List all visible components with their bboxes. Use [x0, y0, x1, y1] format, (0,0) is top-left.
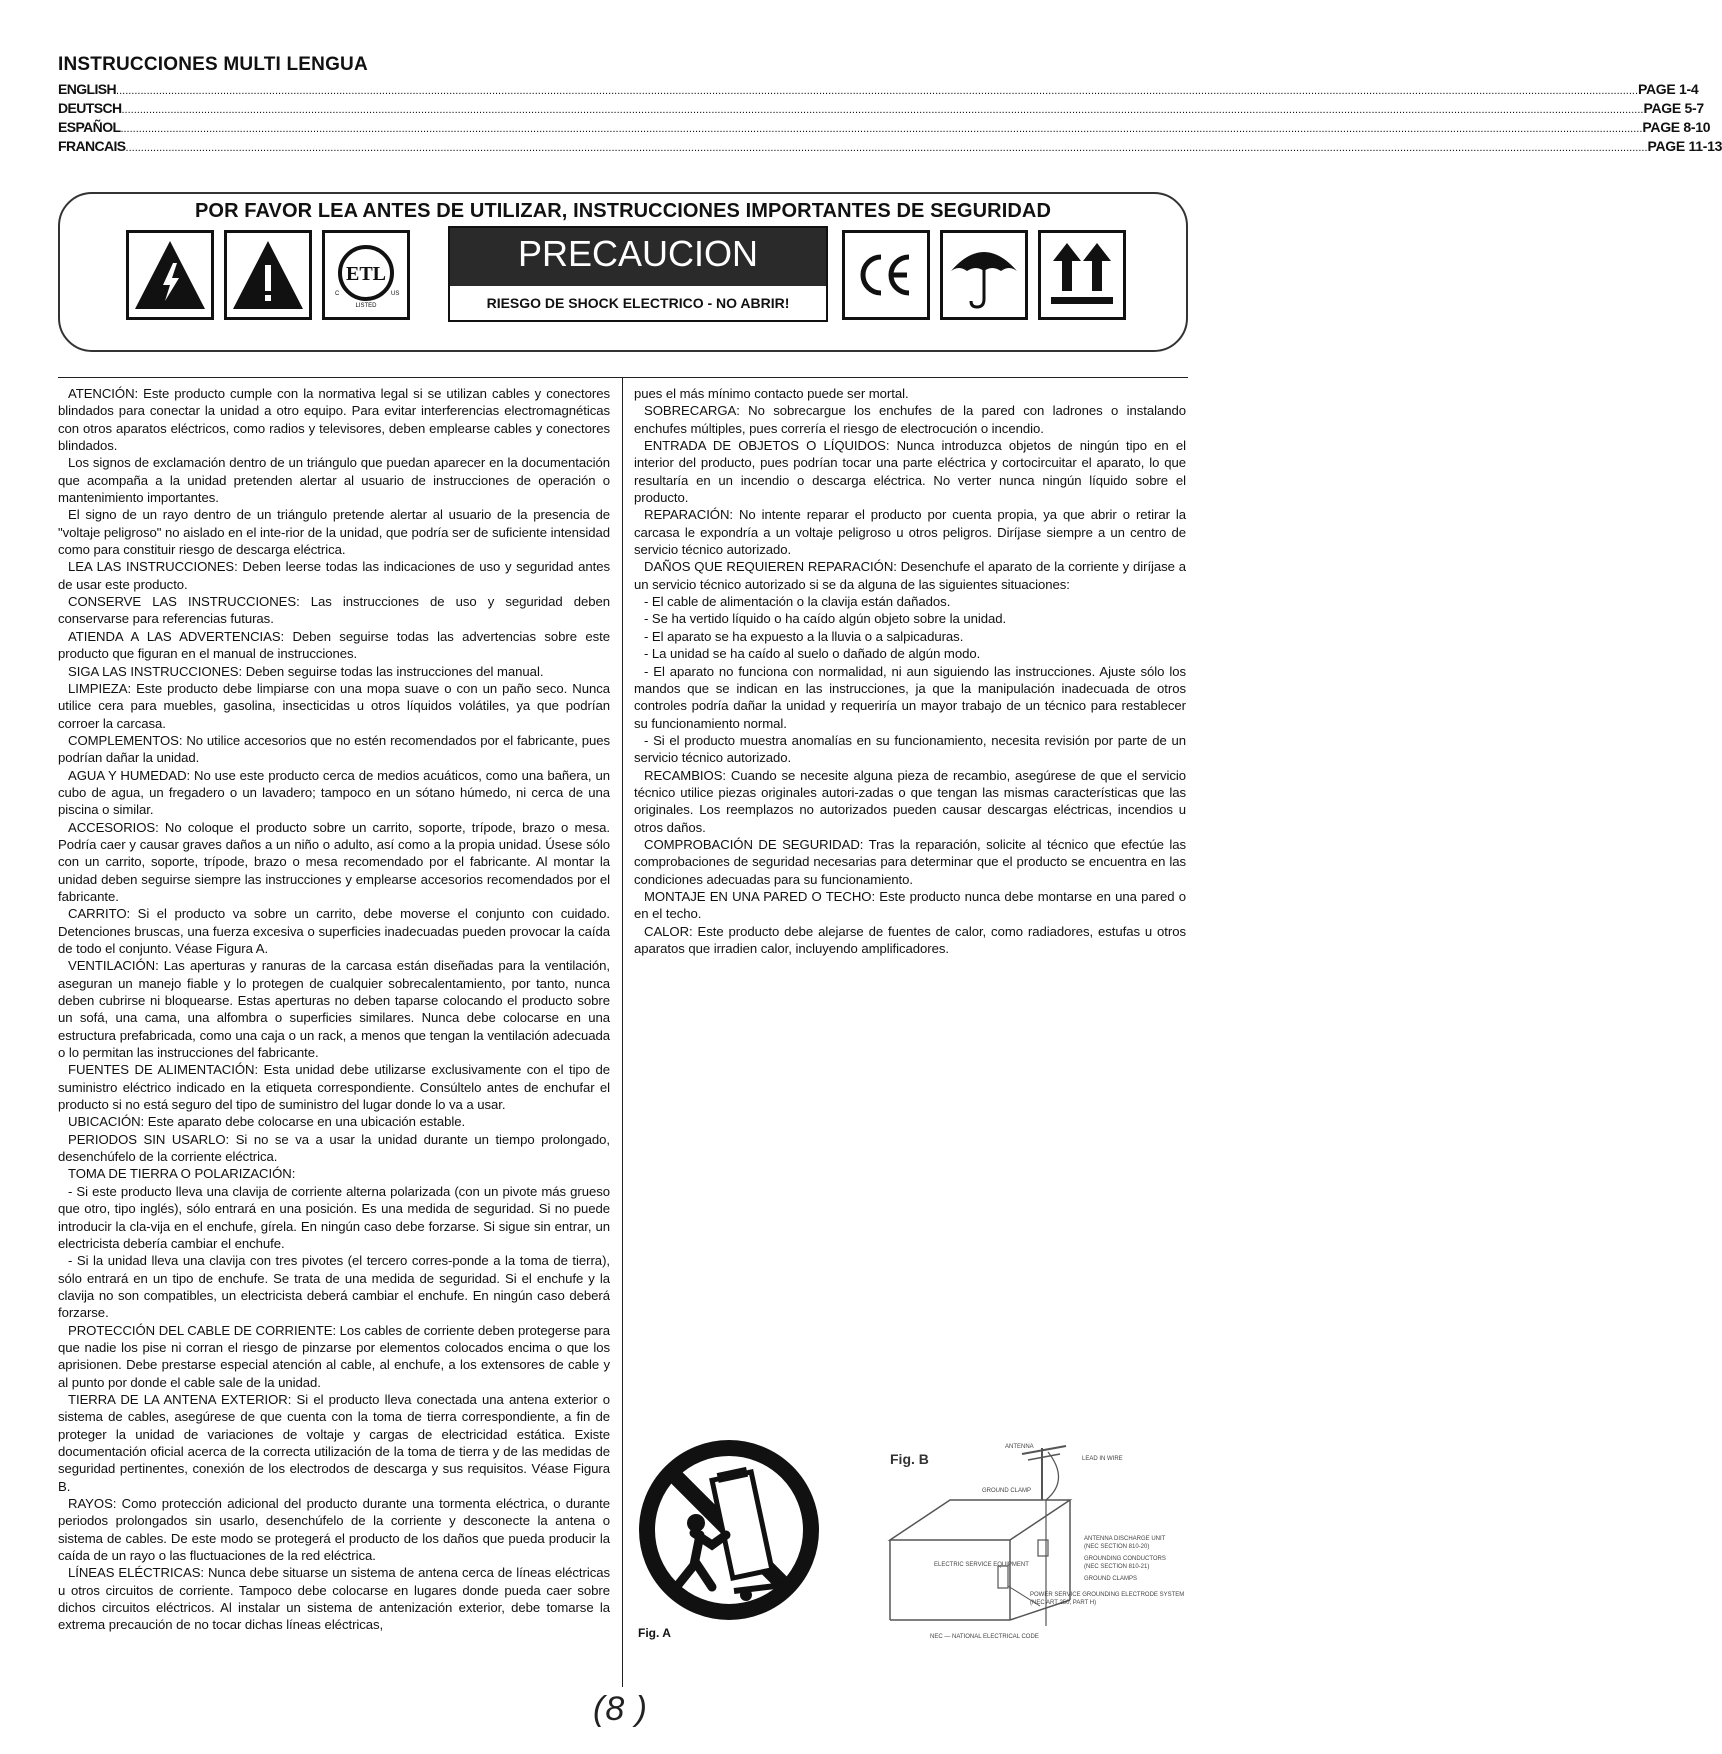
etl-us: US	[391, 291, 400, 297]
paragraph: El signo de un rayo dentro de un triángulo pretende alertar al usuario de la presencia de "voltaje peligroso" no aislado en el inte-rior de la unidad, que podría ser de suficiente intensidad como para constituir riesgo de descarga eléctrica.	[58, 507, 610, 558]
ce-mark-icon	[842, 230, 930, 320]
left-column	[58, 385, 610, 1634]
caution-box	[448, 226, 828, 322]
index-row-deutsch	[58, 99, 1704, 118]
paragraph: MONTAJE EN UNA PARED O TECHO: Este producto nunca debe montarse en una pared o en el techo.	[634, 888, 1186, 922]
safety-heading: POR FAVOR LEA ANTES DE UTILIZAR, INSTRUCCIONES IMPORTANTES DE SEGURIDAD	[194, 200, 1052, 222]
figure-a-label: Fig. A	[638, 1626, 671, 1640]
paragraph: TOMA DE TIERRA O POLARIZACIÓN:	[68, 1166, 296, 1182]
paragraph: PROTECCIÓN DEL CABLE DE CORRIENTE: Los cables de corriente deben protegerse para que nadie los pise ni corran el riesgo de pinzarse por elementos colocados encima o que los aprisionen. Debe prestarse especial atención al cable, al enchufe, a los extensores de cable y al punto por donde el cable sale de la unidad.	[58, 1322, 610, 1390]
dot-leader: ..................................................................................................................................................................................................................................................................................................................................................................................................................................................................................................................	[116, 85, 1638, 97]
label-ground-clamp: GROUND CLAMP	[982, 1488, 1032, 1494]
index-page: PAGE 11-13	[1647, 138, 1722, 154]
paragraph: - El aparato no funciona con normalidad, ni aun siguiendo las instrucciones. Ajuste sólo los mandos que se indican en las instrucciones, ja que la manipulación inadecuada de otros controles podría dañar la unidad y requeriría un mayor trabajo de un técnico para restablecer su funcionamiento normal.	[634, 663, 1186, 731]
column-divider	[622, 377, 623, 1687]
paragraph: COMPROBACIÓN DE SEGURIDAD: Tras la reparación, solicite al técnico que efectúe las comprobaciones de seguridad necesarias para determinar que el producto se encuentra en las condiciones adecuadas para su funcionamiento.	[634, 836, 1186, 887]
dot-leader: ..................................................................................................................................................................................................................................................................................................................................................................................................................................................................................................................	[120, 123, 1643, 135]
paragraph: ATENCIÓN: Este producto cumple con la normativa legal si se utilizan cables y conectores blindados para conectar la unidad a otro equipo. Para evitar interferencias electromagnéticas con otros aparatos eléctricos, como radios y televisores, deben emplearse cables y conectores blindados.	[58, 386, 610, 454]
paragraph: RECAMBIOS: Cuando se necesite alguna pieza de recambio, asegúrese de que el servicio técnico utilice piezas originales autori-zadas o que tengan las mismas características que las originales. Los reemplazos no autorizados pueden causar descargas eléctricas, incendios u otros daños.	[634, 767, 1186, 835]
paragraph: COMPLEMENTOS: No utilice accesorios que no estén recomendados por el fabricante, pues podrían dañar la unidad.	[58, 732, 610, 766]
label-ground-clamps: GROUND CLAMPS	[1084, 1576, 1138, 1582]
paragraph: - Si este producto lleva una clavija de corriente alterna polarizada (con un pivote más grueso que otro, tipo inglés), sólo entrará en una posición. Es una medida de seguridad. Si no puede introducir la cla-vija en el enchufe, gírela. En ningún caso debe forzarse. Si sigue sin entrar, un electricista debería cambiar el enchufe.	[58, 1183, 610, 1251]
paragraph: CARRITO: Si el producto va sobre un carrito, debe moverse el conjunto con cuidado. Detenciones bruscas, una fuerza excesiva o superficies inadecuadas pueden provocar la caída de todo el conjunto. Véase Figura A.	[58, 906, 610, 956]
lightning-triangle-icon	[126, 230, 214, 320]
paragraph: PERIODOS SIN USARLO: Si no se va a usar la unidad durante un tiempo prolongado, desenchúfelo de la corriente eléctrica.	[58, 1131, 610, 1165]
page-number: (8 )	[593, 1690, 648, 1728]
paragraph: DAÑOS QUE REQUIEREN REPARACIÓN: Desenchufe el aparato de la corriente y diríjase a un servicio técnico autorizado si se da alguna de las siguientes situaciones:	[634, 559, 1186, 592]
label-nec-810-20: (NEC SECTION 810-20)	[1084, 1544, 1150, 1550]
label-grounding-conductors: GROUNDING CONDUCTORS	[1084, 1556, 1166, 1562]
paragraph: CONSERVE LAS INSTRUCCIONES: Las instrucciones de uso y seguridad deben conservarse para referencias futuras.	[58, 594, 610, 627]
paragraph: - El aparato se ha expuesto a la lluvia o a salpicaduras.	[644, 628, 964, 644]
paragraph: LIMPIEZA: Este producto debe limpiarse con una mopa suave o con un paño seco. Nunca utilice cera para muebles, gasolina, insecticidas u otros líquidos volátiles, ya que podrían corroer la carcasa.	[58, 680, 610, 731]
paragraph: AGUA Y HUMEDAD: No use este producto cerca de medios acuáticos, como una bañera, un cubo de agua, un fregadero o un lavadero; tampoco en un sótano húmedo, ni cerca de una piscina o similar.	[58, 767, 610, 818]
dot-leader: ..................................................................................................................................................................................................................................................................................................................................................................................................................................................................................................................	[125, 142, 1648, 154]
paragraph: CALOR: Este producto debe alejarse de fuentes de calor, como radiadores, estufas u otros aparatos que irradien calor, incluyendo amplificadores.	[634, 923, 1186, 956]
label-nec-250: (NEC ART 250, PART H)	[1030, 1600, 1097, 1606]
paragraph: VENTILACIÓN: Las aperturas y ranuras de la carcasa están diseñadas para la ventilación, aseguran un manejo fiable y lo protegen de cualquier sobrecalentamiento, por tanto, nunca deben cubrirse ni bloquearse. Estas aperturas no deben taparse colocando el producto sobre un sofá, una cama, una alfombra o superficies similares. Nunca debe colocarse en una estructura prefabricada, como una caja o un rack, a menos que tengan la ventilación adecuada o lo permitan las instrucciones del fabricante.	[58, 958, 610, 1061]
paragraph: ATIENDA A LAS ADVERTENCIAS: Deben seguirse todas las advertencias sobre este producto que figuran en el manual de instrucciones.	[58, 628, 610, 662]
paragraph: - Si la unidad lleva una clavija con tres pivotes (el tercero corres-ponde a la toma de tierra), sólo entrará en un tipo de enchufe. Se trata de una medida de seguridad. Si el enchufe y la clavija no son compatibles, un electricista deberá cambiar el enchufe. En ningún caso deberá forzarse.	[58, 1253, 610, 1321]
index-row-english	[58, 80, 1699, 99]
paragraph: Los signos de exclamación dentro de un triángulo que puedan aparecer en la documentación que acompaña a la unidad pretenden alertar al usuario de instrucciones de operación o mantenimiento importantes.	[58, 455, 610, 506]
paragraph: ACCESORIOS: No coloque el producto sobre un carrito, soporte, trípode, brazo o mesa. Podría caer y causar graves daños a un niño o adulto, así como a la propia unidad. Úsese sólo con un carrito, soporte, trípode, brazo o mesa recomendado por el fabricante. Al montar la unidad deben seguirse siempre las instrucciones y emplearse accesorios recomendados por el fabricante.	[58, 819, 610, 904]
etl-listed: LISTED	[355, 303, 377, 309]
paragraph: SOBRECARGA: No sobrecargue los enchufes de la pared con ladrones o instalando enchufes múltiples, pues correría el riesgo de electrocución o incendio.	[634, 403, 1186, 436]
label-power-service: POWER SERVICE GROUNDING ELECTRODE SYSTEM	[1030, 1592, 1185, 1598]
safety-banner	[58, 192, 1188, 352]
index-page: PAGE 1-4	[1638, 81, 1699, 97]
paragraph: LEA LAS INSTRUCCIONES: Deben leerse todas las indicaciones de uso y seguridad antes de usar este producto.	[58, 559, 610, 592]
label-lead-in-wire: LEAD IN WIRE	[1082, 1456, 1123, 1462]
paragraph: UBICACIÓN: Este aparato debe colocarse en una ubicación estable.	[68, 1114, 466, 1130]
label-antenna-discharge: ANTENNA DISCHARGE UNIT	[1084, 1536, 1166, 1542]
label-nec-footer: NEC — NATIONAL ELECTRICAL CODE	[930, 1634, 1039, 1640]
caution-title: PRECAUCION	[450, 228, 826, 286]
label-electric-service: ELECTRIC SERVICE EQUIPMENT	[934, 1562, 1029, 1568]
figure-b-antenna-grounding	[870, 1440, 1210, 1640]
paragraph: pues el más mínimo contacto puede ser mortal.	[634, 386, 909, 401]
language-index	[58, 54, 1722, 156]
caution-subtitle: RIESGO DE SHOCK ELECTRICO - NO ABRIR!	[486, 295, 790, 311]
etl-text: ETL	[345, 263, 387, 285]
etl-logo	[322, 230, 410, 320]
horizontal-rule	[58, 377, 1188, 378]
index-row-espanol	[58, 118, 1711, 137]
umbrella-icon	[940, 230, 1028, 320]
paragraph: SIGA LAS INSTRUCCIONES: Deben seguirse todas las instrucciones del manual.	[68, 663, 544, 679]
paragraph: - Si el producto muestra anomalías en su funcionamiento, necesita revisión por parte de un servicio técnico autorizado.	[634, 732, 1186, 766]
index-language: ESPAÑOL	[58, 119, 121, 135]
paragraph: FUENTES DE ALIMENTACIÓN: Esta unidad debe utilizarse exclusivamente con el tipo de suministro eléctrico indicado en la etiqueta correspondiente. Consúltelo antes de enchufar el producto si no está seguro del tipo de suministro del lugar donde lo va a usar.	[58, 1062, 610, 1113]
index-page: PAGE 8-10	[1642, 119, 1711, 135]
etl-c: C	[335, 291, 340, 297]
index-title: INSTRUCCIONES MULTI LENGUA	[58, 54, 368, 75]
paragraph: - Se ha vertido líquido o ha caído algún objeto sobre la unidad.	[644, 611, 1007, 627]
index-language: ENGLISH	[58, 81, 117, 97]
exclamation-triangle-icon	[224, 230, 312, 320]
index-row-francais	[58, 137, 1722, 156]
dot-leader: ..................................................................................................................................................................................................................................................................................................................................................................................................................................................................................................................	[121, 104, 1644, 116]
this-side-up-icon	[1038, 230, 1126, 320]
paragraph: ENTRADA DE OBJETOS O LÍQUIDOS: Nunca introduzca objetos de ningún tipo en el interior del producto, pues podrían tocar una parte eléctrica y cortocircuitar el aparato, lo que resultaría en un incendio o descarga eléctrica. No verter nunca ningún líquido sobre el producto.	[634, 438, 1186, 506]
figure-a-cart-warning	[634, 1435, 814, 1635]
label-nec-810-21: (NEC SECTION 810-21)	[1084, 1564, 1150, 1570]
index-language: FRANCAIS	[58, 138, 126, 154]
index-page: PAGE 5-7	[1643, 100, 1704, 116]
paragraph: TIERRA DE LA ANTENA EXTERIOR: Si el producto lleva conectada una antena exterior o sistema de cables, asegúrese de que cuenta con la toma de tierra correspondiente, a fin de proteger la unidad de variaciones de voltaje y cargas de electricidad estática. Existe documentación oficial acerca de la correcta utilización de la toma de tierra y de las medidas de seguridad pertinentes, conexión de los electrodos de descarga y sus requisitos. Véase Figura B.	[58, 1391, 610, 1494]
paragraph: LÍNEAS ELÉCTRICAS: Nunca debe situarse un sistema de antena cerca de líneas eléctricas u otros circuitos de corriente. Tampoco debe colocarse en lugares donde pueda caer sobre dichos circuitos eléctricos. Al instalar un sistema de antenización exterior, debe tomarse la extrema precaución de no tocar dichas líneas eléctricas,	[58, 1565, 610, 1633]
label-antenna: ANTENNA	[1005, 1444, 1034, 1450]
paragraph: - La unidad se ha caído al suelo o dañado de algún modo.	[644, 646, 981, 662]
paragraph: RAYOS: Como protección adicional del producto durante una tormenta eléctrica, o durante periodos prolongados sin usarlo, desenchúfelo de la corriente y desconecte la antena o sistema de cables. De este modo se protegerá el producto de los daños que pueda producir la caída de un rayo o las fluctuaciones de la red eléctrica.	[58, 1496, 610, 1564]
index-language: DEUTSCH	[58, 100, 122, 116]
paragraph: - El cable de alimentación o la clavija están dañados.	[644, 594, 951, 610]
paragraph: REPARACIÓN: No intente reparar el producto por cuenta propia, ya que abrir o retirar la carcasa le expondría a un voltaje peligroso u otros peligros. Diríjase siempre a un centro de servicio técnico autorizado.	[634, 507, 1186, 558]
figure-b-label: Fig. B	[890, 1451, 929, 1467]
right-column	[634, 385, 1186, 957]
